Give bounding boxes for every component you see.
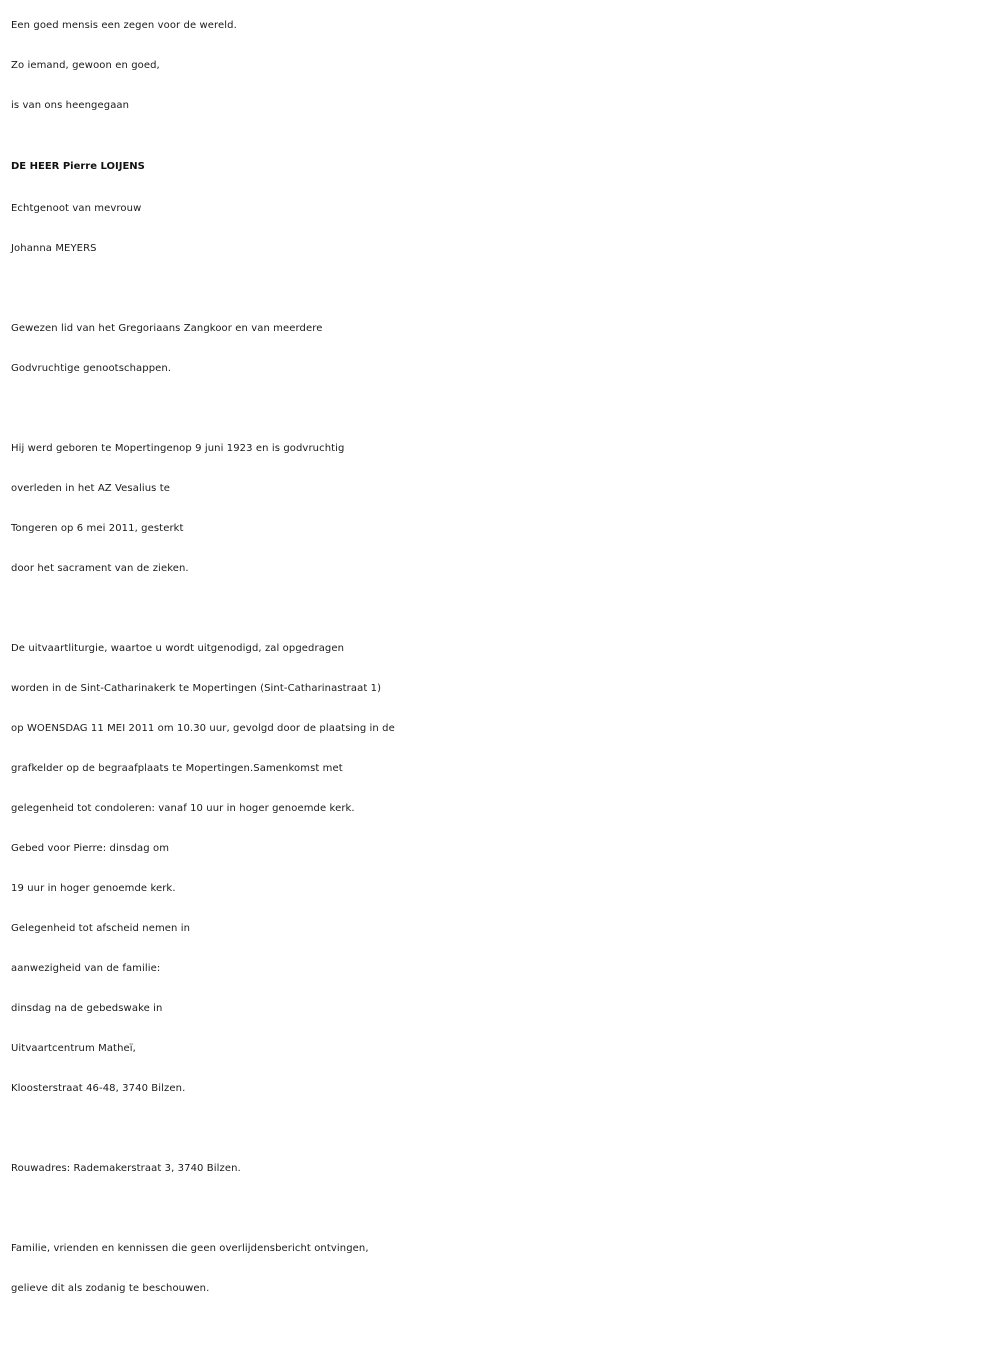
address-line: Rouwadres: Rademakerstraat 3, 3740 Bilzen. [11,1163,241,1174]
spacer [11,1109,991,1149]
intro-line: Een goed mensis een zegen voor de wereld. [11,20,237,31]
spacer [11,269,991,309]
birth-death-line: overleden in het AZ Vesalius te [11,483,171,494]
birth-death-line: door het sacrament van de zieken. [11,563,189,574]
spacer [11,1189,991,1229]
death-notice [11,6,991,1309]
birth-death-line: Tongeren op 6 mei 2011, gesterkt [11,523,184,534]
birth-death-line: Hij werd geboren te Mopertingenop 9 juni 1923 en is godvruchtig [11,443,345,454]
funeral-line: De uitvaartliturgie, waartoe u wordt uitgenodigd, zal opgedragen [11,643,345,654]
birth-death-paragraph [11,429,991,589]
funeral-line: Uitvaartcentrum Matheï, [11,1043,136,1054]
spouse-line: Johanna MEYERS [11,243,97,254]
deceased-name: DE HEER Pierre LOIJENS [11,161,145,172]
funeral-line: worden in de Sint-Catharinakerk te Mopertingen (Sint-Catharinastraat 1) [11,683,382,694]
spacer [11,589,991,629]
spouse-info [11,189,991,269]
funeral-line: Gebed voor Pierre: dinsdag om [11,843,170,854]
funeral-line: op WOENSDAG 11 MEI 2011 om 10.30 uur, gevolgd door de plaatsing in de [11,723,395,734]
funeral-line: 19 uur in hoger genoemde kerk. [11,883,176,894]
funeral-line: Gelegenheid tot afscheid nemen in [11,923,191,934]
intro-verse [11,6,991,126]
funeral-line: grafkelder op de begraafplaats te Mopertingen.Samenkomst met [11,763,343,774]
mourning-address [11,1149,991,1189]
funeral-line: aanwezigheid van de familie: [11,963,161,974]
funeral-line: dinsdag na de gebedswake in [11,1003,163,1014]
spouse-line: Echtgenoot van mevrouw [11,203,142,214]
membership-paragraph [11,309,991,389]
membership-line: Godvruchtige genootschappen. [11,363,172,374]
funeral-paragraph [11,629,991,1109]
closing-line: gelieve dit als zodanig te beschouwen. [11,1283,210,1294]
membership-line: Gewezen lid van het Gregoriaans Zangkoor en van meerdere [11,323,323,334]
intro-line: is van ons heengegaan [11,100,130,111]
funeral-line: Kloosterstraat 46-48, 3740 Bilzen. [11,1083,186,1094]
closing-paragraph [11,1229,991,1309]
intro-line: Zo iemand, gewoon en goed, [11,60,160,71]
closing-line: Familie, vrienden en kennissen die geen overlijdensbericht ontvingen, [11,1243,369,1254]
funeral-line: gelegenheid tot condoleren: vanaf 10 uur in hoger genoemde kerk. [11,803,355,814]
spacer [11,389,991,429]
